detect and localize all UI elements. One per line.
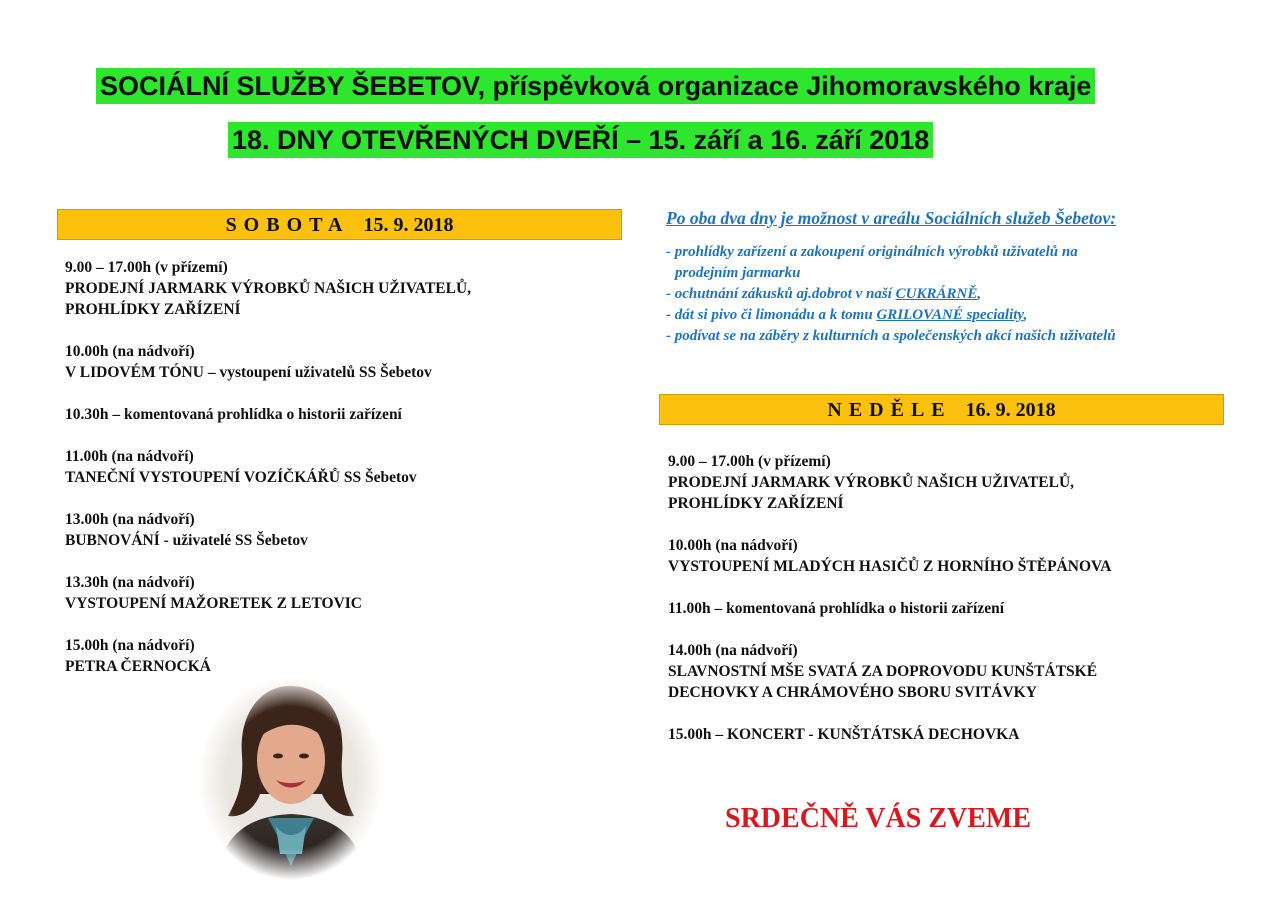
program-item: [668, 724, 1111, 745]
sunday-header: [659, 394, 1224, 425]
program-item: [65, 509, 471, 551]
program-time: 15.00h – KONCERT - KUNŠTÁTSKÁ DECHOVKA: [668, 726, 1020, 743]
info-item-text: ,: [1023, 307, 1028, 323]
program-desc: TANEČNÍ VYSTOUPENÍ VOZÍČKÁŘŮ SS Šebetov: [65, 469, 417, 486]
program-item: [65, 446, 471, 488]
info-item-text: - dát si pivo či limonádu a k tomu: [666, 307, 877, 323]
program-desc: PROHLÍDKY ZAŘÍZENÍ: [668, 495, 844, 512]
program-time: 10.00h (na nádvoří): [65, 343, 195, 360]
program-desc: VYSTOUPENÍ MAŽORETEK Z LETOVIC: [65, 595, 363, 612]
program-desc: PRODEJNÍ JARMARK VÝROBKŮ NAŠICH UŽIVATELŮ,: [65, 280, 472, 297]
program-time: 13.00h (na nádvoří): [65, 511, 195, 528]
info-list: [666, 242, 1116, 347]
program-item: [65, 572, 471, 614]
performer-photo: [198, 676, 384, 880]
info-item: [666, 326, 1116, 347]
program-item: [668, 451, 1111, 514]
program-item: [65, 341, 471, 383]
sunday-date: 16. 9. 2018: [965, 399, 1056, 421]
info-item: [666, 263, 1116, 284]
saturday-day-name: SOBOTA: [225, 214, 350, 236]
program-time: 10.00h (na nádvoří): [668, 537, 798, 554]
info-item: [666, 305, 1116, 326]
program-desc: VYSTOUPENÍ MLADÝCH HASIČŮ Z HORNÍHO ŠTĚPÁNOVA: [668, 558, 1112, 575]
program-time: 10.30h – komentovaná prohlídka o historii zařízení: [65, 406, 402, 423]
saturday-program: [65, 257, 471, 698]
program-item: [65, 257, 471, 320]
program-desc: V LIDOVÉM TÓNU – vystoupení uživatelů SS Šebetov: [65, 364, 432, 381]
program-time: 9.00 – 17.00h (v přízemí): [65, 259, 228, 276]
program-desc: BUBNOVÁNÍ - uživatelé SS Šebetov: [65, 532, 308, 549]
info-block: [666, 208, 1116, 347]
info-item: [666, 284, 1116, 305]
program-time: 9.00 – 17.00h (v přízemí): [668, 453, 831, 470]
title-event: 18. DNY OTEVŘENÝCH DVEŘÍ – 15. září a 16. září 2018: [228, 122, 933, 158]
program-time: 11.00h (na nádvoří): [65, 448, 194, 465]
program-item: [65, 404, 471, 425]
info-item-text: - ochutnání zákusků aj.dobrot v naší: [666, 286, 896, 302]
invitation-text: SRDEČNĚ VÁS ZVEME: [725, 803, 1031, 834]
saturday-date: 15. 9. 2018: [363, 214, 454, 236]
info-item-text: prodejním jarmarku: [675, 265, 801, 281]
info-item: [666, 242, 1116, 263]
program-item: [668, 598, 1111, 619]
info-item-text: - prohlídky zařízení a zakoupení originálních výrobků uživatelů na: [666, 244, 1078, 260]
info-item-text: - podívat se na záběry z kulturních a společenských akcí našich uživatelů: [666, 328, 1116, 344]
saturday-header: [57, 209, 622, 240]
program-time: 13.30h (na nádvoří): [65, 574, 195, 591]
info-item-highlight: CUKRÁRNĚ: [895, 286, 978, 302]
info-item-text: ,: [977, 286, 982, 302]
title-organization: SOCIÁLNÍ SLUŽBY ŠEBETOV, příspěvková organizace Jihomoravského kraje: [96, 68, 1095, 104]
info-title: Po oba dva dny je možnost v areálu Sociálních služeb Šebetov:: [666, 208, 1117, 228]
program-item: [668, 535, 1111, 577]
program-desc: PRODEJNÍ JARMARK VÝROBKŮ NAŠICH UŽIVATELŮ,: [668, 474, 1075, 491]
program-desc: PETRA ČERNOCKÁ: [65, 658, 211, 675]
program-time: 14.00h (na nádvoří): [668, 642, 798, 659]
program-time: 15.00h (na nádvoří): [65, 637, 195, 654]
program-desc: DECHOVKY A CHRÁMOVÉHO SBORU SVITÁVKY: [668, 684, 1037, 701]
sunday-program: [668, 451, 1111, 766]
program-desc: PROHLÍDKY ZAŘÍZENÍ: [65, 301, 241, 318]
program-item: [668, 640, 1111, 703]
sunday-day-name: NEDĚLE: [827, 399, 952, 421]
program-desc: SLAVNOSTNÍ MŠE SVATÁ ZA DOPROVODU KUNŠTÁTSKÉ: [668, 663, 1098, 680]
program-item: [65, 635, 471, 677]
info-item-highlight: GRILOVANÉ speciality: [876, 307, 1024, 323]
program-time: 11.00h – komentovaná prohlídka o historii zařízení: [668, 600, 1005, 617]
